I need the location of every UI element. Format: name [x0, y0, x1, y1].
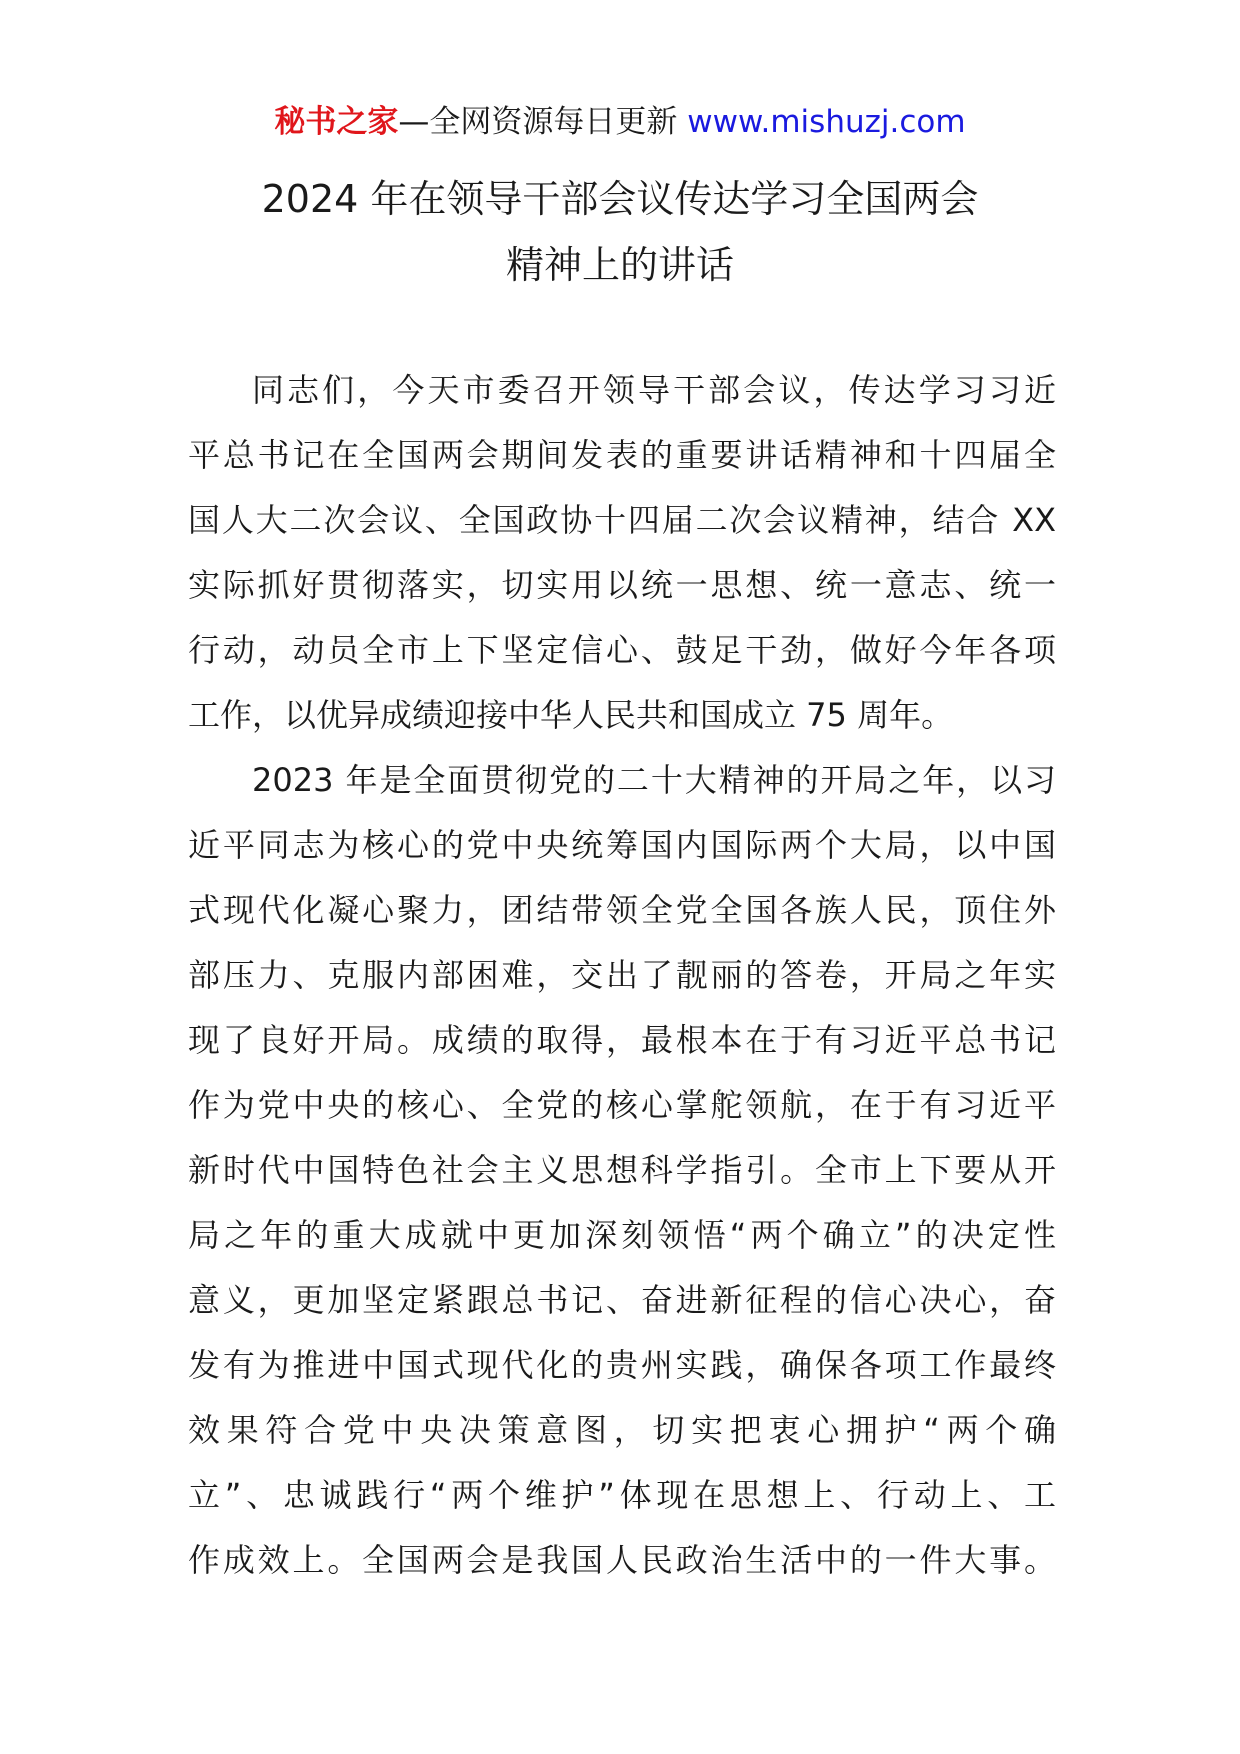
body-line: 意义，更加坚定紧跟总书记、奋进新征程的信心决心，奋 — [188, 1281, 1056, 1319]
body-line: 平总书记在全国两会期间发表的重要讲话精神和十四届全 — [188, 436, 1056, 474]
body-line: 式现代化凝心聚力，团结带领全党全国各族人民，顶住外 — [188, 891, 1056, 929]
body-line: 效果符合党中央决策意图，切实把衷心拥护“两个确 — [188, 1411, 1056, 1449]
body-line: 局之年的重大成就中更加深刻领悟“两个确立”的决定性 — [188, 1216, 1056, 1254]
body-line: 新时代中国特色社会主义思想科学指引。全市上下要从开 — [188, 1151, 1056, 1189]
body-line: 2023 年是全面贯彻党的二十大精神的开局之年，以习 — [252, 761, 1056, 799]
body-line: 发有为推进中国式现代化的贵州实践，确保各项工作最终 — [188, 1346, 1056, 1384]
body-line: 作为党中央的核心、全党的核心掌舵领航，在于有习近平 — [188, 1086, 1056, 1124]
body-line: 立”、忠诚践行“两个维护”体现在思想上、行动上、工 — [188, 1476, 1056, 1514]
header-tagline: —全网资源每日更新 — [398, 104, 678, 140]
site-url-link[interactable]: www.mishuzj.com — [687, 104, 966, 140]
body-line: 工作，以优异成绩迎接中华人民共和国成立 75 周年。 — [188, 696, 954, 734]
title-line-1: 2024 年在领导干部会议传达学习全国两会 — [261, 177, 979, 221]
body-line: 部压力、克服内部困难，交出了靓丽的答卷，开局之年实 — [188, 956, 1056, 994]
document-title — [0, 166, 1240, 298]
body-line: 同志们，今天市委召开领导干部会议，传达学习习近 — [252, 371, 1056, 409]
document-body — [188, 358, 1056, 1593]
body-line: 国人大二次会议、全国政协十四届二次会议精神，结合 XX — [188, 501, 1056, 539]
body-line: 作成效上。全国两会是我国人民政治生活中的一件大事。 — [188, 1541, 1056, 1579]
brand-name: 秘书之家 — [274, 104, 399, 140]
body-line: 行动，动员全市上下坚定信心、鼓足干劲，做好今年各项 — [188, 631, 1056, 669]
body-line: 现了良好开局。成绩的取得，最根本在于有习近平总书记 — [188, 1021, 1056, 1059]
body-line: 近平同志为核心的党中央统筹国内国际两个大局，以中国 — [188, 826, 1056, 864]
body-line: 实际抓好贯彻落实，切实用以统一思想、统一意志、统一 — [188, 566, 1056, 604]
title-line-2: 精神上的讲话 — [505, 243, 734, 287]
site-header — [0, 100, 1240, 144]
